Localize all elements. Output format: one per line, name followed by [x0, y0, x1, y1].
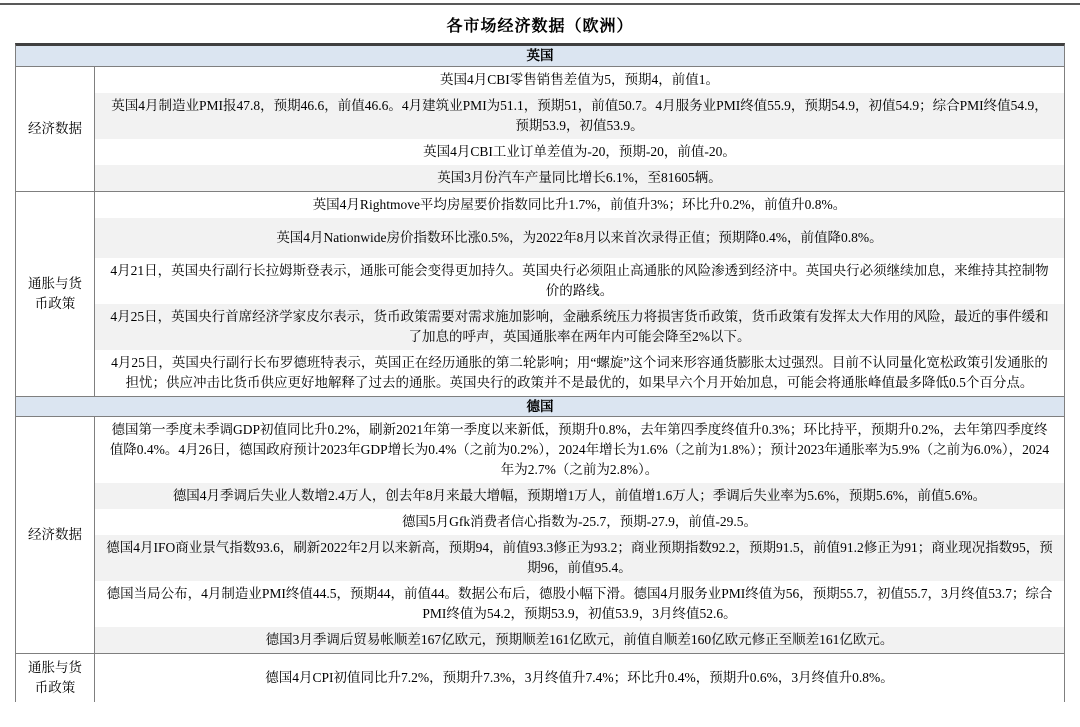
group-label: 经济数据	[16, 67, 95, 191]
group-uk-economic-data	[16, 67, 1064, 191]
table-row: 德国3月季调后贸易帐顺差167亿欧元，预期顺差161亿欧元，前值自顺差160亿欧元修正至顺差161亿欧元。	[95, 627, 1064, 653]
group-label: 通胀与货币政策	[16, 192, 95, 396]
section-header-uk: 英国	[16, 46, 1064, 67]
table-row: 英国4月Rightmove平均房屋要价指数同比升1.7%，前值升3%；环比升0.2%，前值升0.8%。	[312, 197, 847, 212]
table-row: 4月25日，英国央行首席经济学家皮尔表示，货币政策需要对需求施加影响，金融系统压力将损害货币政策，货币政策有发挥太大作用的风险，最近的事件缓和了加息的呼声，英国通胀率在两年内可能会降至2%以下。	[95, 304, 1064, 350]
group-rows	[95, 417, 1064, 653]
table-row: 德国4月季调后失业人数增2.4万人，创去年8月来最大增幅，预期增1万人，前值增1.6万人；季调后失业率为5.6%，预期5.6%，前值5.6%。	[95, 483, 1064, 509]
group-germany-inflation-policy	[16, 653, 1064, 702]
table-row: 英国4月Nationwide房价指数环比涨0.5%，为2022年8月以来首次录得正值；预期降0.4%，前值降0.8%。	[95, 218, 1064, 258]
table-row: 德国4月CPI初值同比升7.2%，预期升7.3%，3月终值升7.4%；环比升0.4%，预期升0.6%，3月终值升0.8%。	[265, 670, 894, 685]
table-row: 英国3月份汽车产量同比增长6.1%，至81605辆。	[95, 165, 1064, 191]
group-germany-economic-data	[16, 417, 1064, 653]
table-row: 4月21日，英国央行副行长拉姆斯登表示，通胀可能会变得更加持久。英国央行必须阻止高通胀的风险渗透到经济中。英国央行必须继续加息，来维持其控制物价的路线。	[110, 263, 1049, 298]
group-rows	[95, 654, 1064, 702]
table-row: 英国4月CBI工业订单差值为-20，预期-20，前值-20。	[423, 144, 736, 159]
group-rows	[95, 67, 1064, 191]
group-rows	[95, 192, 1064, 396]
table-row: 英国4月制造业PMI报47.8，预期46.6，前值46.6。4月建筑业PMI为51.1，预期51，前值50.7。4月服务业PMI终值55.9，预期54.9，初值54.9；综合PMI终值54.9，预期53.9，初值53.9。	[95, 93, 1064, 139]
group-label: 通胀与货币政策	[16, 654, 95, 702]
section-header-germany: 德国	[16, 396, 1064, 417]
group-uk-inflation-policy	[16, 191, 1064, 396]
table-row: 4月25日，英国央行副行长布罗德班特表示，英国正在经历通胀的第二轮影响；用“螺旋”这个词来形容通货膨胀太过强烈。目前不认同量化宽松政策引发通胀的担忧；供应冲击比货币供应更好地解释了过去的通胀。英国央行的政策并不是最优的，如果早六个月开始加息，可能会将通胀峰值最多降低0.5个百分点。	[111, 355, 1048, 390]
table-row: 德国当局公布，4月制造业PMI终值44.5，预期44，前值44。数据公布后，德股小幅下滑。德国4月服务业PMI终值为56，预期55.7，初值55.7，3月终值53.7；综合PMI终值为54.2，预期53.9，初值53.9，3月终值52.6。	[106, 586, 1053, 621]
table-row: 德国5月Gfk消费者信心指数为-25.7，预期-27.9，前值-29.5。	[401, 514, 758, 529]
table-row: 英国4月CBI零售销售差值为5，预期4，前值1。	[439, 72, 719, 87]
page-title: 各市场经济数据（欧洲）	[446, 18, 634, 35]
top-divider	[0, 3, 1080, 5]
table-row: 德国4月IFO商业景气指数93.6，刷新2022年2月以来新高，预期94，前值93.3修正为93.2；商业预期指数92.2，预期91.5，前值91.2修正为91；商业现况指数95，预期96，前值95.4。	[95, 535, 1064, 581]
group-label: 经济数据	[16, 417, 95, 653]
table-row: 德国第一季度未季调GDP初值同比升0.2%，刷新2021年第一季度以来新低，预期升0.8%，去年第四季度终值升0.3%；环比持平，预期升0.2%，去年第四季度终值降0.4%。4月26日，德国政府预计2023年GDP增长为0.4%（之前为0.2%），2024年增长为1.6%（之前为1.8%）；预计2023年通胀率为5.9%（之前为6.0%），2024年为2.7%（之前为2.8%）。	[109, 422, 1050, 477]
economic-data-table	[15, 43, 1065, 702]
